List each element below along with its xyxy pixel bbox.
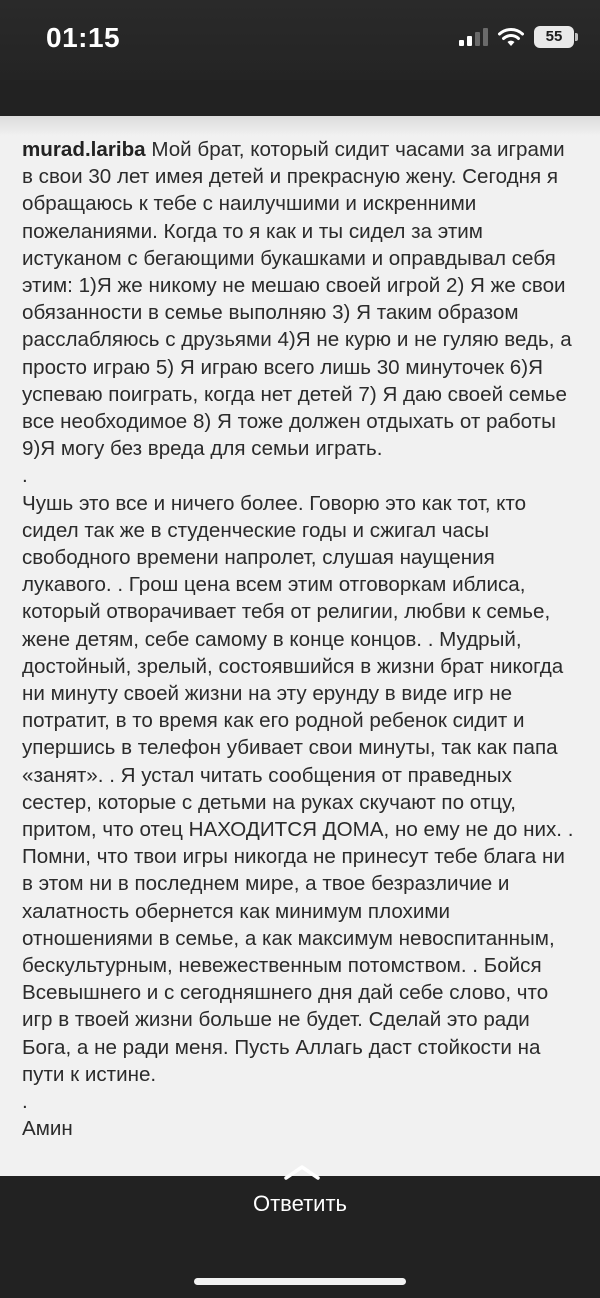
- comment-separator: .: [22, 464, 28, 488]
- comment-text: [22, 136, 588, 1142]
- comment-line: 9)Я могу без вреда для семьи играть.: [22, 437, 383, 461]
- reply-bar: [0, 1176, 600, 1298]
- status-time: 01:15: [46, 22, 121, 53]
- comment-line: который отворачивает тебя от религии, любви к семье,: [22, 600, 551, 624]
- comment-username: murad.lariba: [22, 138, 146, 161]
- comment-line: в свои 30 лет имея детей и прекрасную жену. Сегодня я: [22, 165, 558, 189]
- battery-icon: 55: [534, 26, 574, 48]
- comment-line: притом, что отец НАХОДИТСЯ ДОМА, но ему не до них. .: [22, 818, 574, 842]
- comment-line: обязанности в семье выполняю 3) Я таким образом: [22, 301, 519, 325]
- status-bar: [0, 0, 600, 80]
- comment-line: сестер, которые с детьми на руках скучают по отцу,: [22, 790, 516, 814]
- comment-line: этим: 1)Я же никому не мешаю своей игрой 2) Я же свои: [22, 274, 566, 298]
- comment-line: игр в твоей жизни больше не будет. Сделай это ради: [22, 1008, 530, 1032]
- top-dark-band: [0, 80, 600, 116]
- comment-line: расслабляюсь с друзьями 4)Я не курю и не гуляю ведь, а: [22, 328, 572, 352]
- comment-line: отношениями в семье, а как максимум невоспитанным,: [22, 926, 555, 950]
- comment-line: Всевышнего и с сегодняшнего дня дай себе слово, что: [22, 981, 549, 1005]
- status-indicators: [459, 26, 574, 48]
- comment-photo: [0, 116, 600, 1176]
- comment-line: пожеланиями. Когда то я как и ты сидел за этим: [22, 219, 483, 243]
- comment-line: успеваю поиграть, когда нет детей 7) Я даю своей семье: [22, 382, 567, 406]
- comment-line: murad.lariba Мой брат, который сидит часами за играми: [22, 138, 565, 161]
- comment-line: обращаюсь к тебе с наилучшими и искренними: [22, 192, 477, 216]
- comment-line: ни минуту своей жизни на эту ерунду в виде игр не: [22, 682, 513, 706]
- comment-line: Помни, что твои игры никогда не принесут тебе блага ни: [22, 845, 565, 869]
- photo-edge-shadow: [0, 116, 600, 136]
- comment-line: потратит, в то время как его родной ребенок сидит и: [22, 709, 525, 733]
- comment-line: Чушь это все и ничего более. Говорю это как тот, кто: [22, 491, 527, 515]
- comment-line: достойный, зрелый, состоявшийся в жизни брат никогда: [22, 654, 564, 678]
- comment-line: пути к истине.: [22, 1062, 157, 1086]
- comment-line: упершись в телефон убивает свои минуты, так как папа: [22, 736, 558, 760]
- home-indicator[interactable]: [194, 1278, 406, 1285]
- comment-line: сидел так же в студенческие годы и сжигал часы: [22, 518, 490, 542]
- comment-line: все необходимое 8) Я тоже должен отдыхать от работы: [22, 410, 556, 434]
- comment-line: «занят». . Я устал читать сообщения от праведных: [22, 763, 512, 787]
- comment-line: в этом ни в последнем мире, а твое безразличие и: [22, 872, 510, 896]
- wifi-icon: [497, 27, 525, 47]
- comment-line: халатность обернется как минимум плохими: [22, 899, 451, 923]
- comment-line: Амин: [22, 1117, 73, 1141]
- comment-line: жене детям, себе самому в конце концов. . Мудрый,: [22, 627, 522, 651]
- cellular-signal-icon: [459, 28, 488, 46]
- comment-line: истуканом с бегающими букашками и оправдывал себя: [22, 246, 556, 270]
- comment-line: просто играю 5) Я играю всего лишь 30 минуточек 6)Я: [22, 355, 543, 379]
- comment-line: бескультурным, невежественным потомством. . Бойся: [22, 954, 542, 978]
- comment-separator: .: [22, 1090, 28, 1114]
- reply-button[interactable]: Ответить: [252, 1191, 348, 1216]
- comment-line: лукавого. . Грош цена всем этим отговоркам иблиса,: [22, 573, 526, 597]
- comment-line: свободного времени напролет, слушая наущения: [22, 546, 495, 570]
- chevron-up-icon[interactable]: [282, 1162, 322, 1182]
- comment-line: Бога, а не ради меня. Пусть Аллагь даст стойкости на: [22, 1035, 541, 1059]
